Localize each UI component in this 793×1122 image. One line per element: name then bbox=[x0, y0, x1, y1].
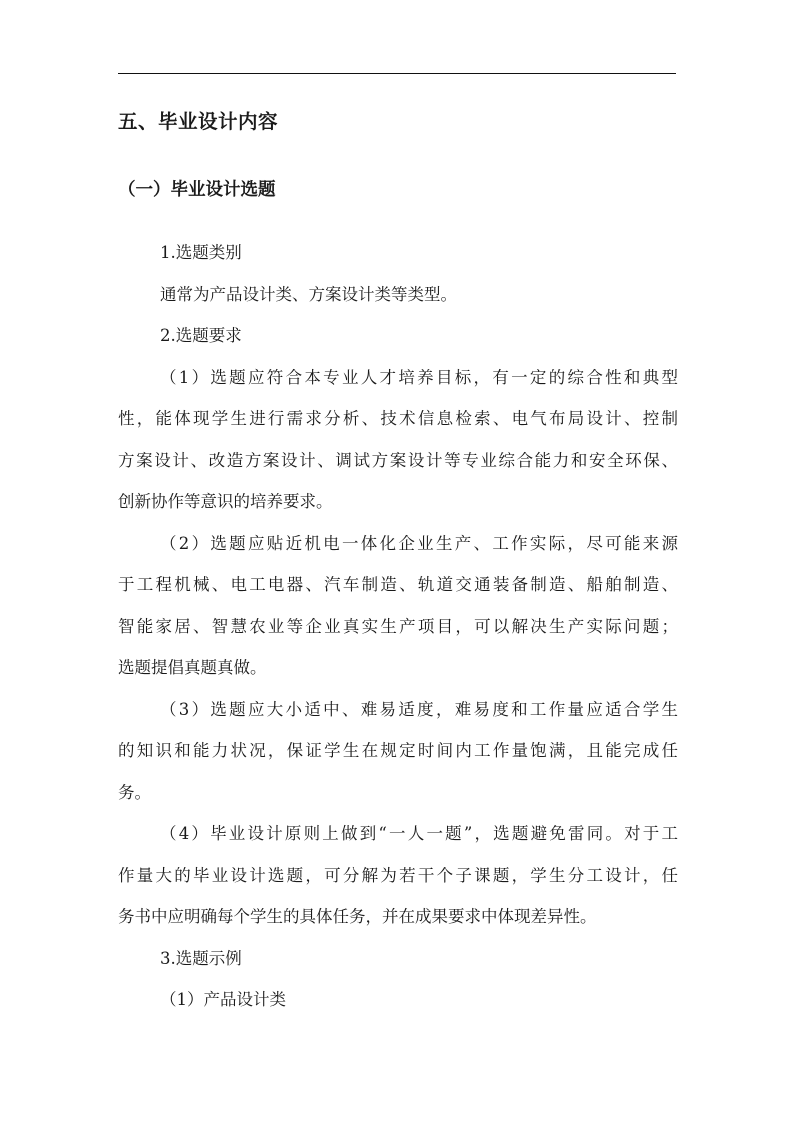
paragraph-line: 智能家居、智慧农业等企业真实生产项目，可以解决生产实际问题； bbox=[118, 617, 678, 636]
paragraph-line: 务书中应明确每个学生的具体任务，并在成果要求中体现差异性。 bbox=[118, 907, 597, 926]
paragraph-line: 性，能体现学生进行需求分析、技术信息检索、电气布局设计、控制 bbox=[118, 409, 678, 428]
paragraph-line: 创新协作等意识的培养要求。 bbox=[118, 492, 333, 511]
item-heading-product-design: （1）产品设计类 bbox=[160, 990, 286, 1009]
paragraph-line: 通常为产品设计类、方案设计类等类型。 bbox=[160, 285, 457, 304]
paragraph-line: （2）选题应贴近机电一体化企业生产、工作实际，尽可能来源 bbox=[160, 534, 678, 553]
header-rule bbox=[118, 73, 676, 74]
paragraph-line: 作量大的毕业设计选题，可分解为若干个子课题，学生分工设计，任 bbox=[118, 866, 678, 885]
paragraph-line: 务。 bbox=[118, 783, 151, 802]
item-heading-requirements: 2.选题要求 bbox=[160, 326, 242, 345]
paragraph-line: 的知识和能力状况，保证学生在规定时间内工作量饱满，且能完成任 bbox=[118, 741, 678, 760]
paragraph-line: 方案设计、改造方案设计、调试方案设计等专业综合能力和安全环保、 bbox=[118, 451, 678, 470]
subsection-heading: （一）毕业设计选题 bbox=[118, 180, 276, 200]
paragraph-line: 选题提倡真题真做。 bbox=[118, 658, 267, 677]
item-heading-examples: 3.选题示例 bbox=[160, 949, 242, 968]
paragraph-line: （4）毕业设计原则上做到“一人一题”，选题避免雷同。对于工 bbox=[160, 824, 678, 843]
section-heading: 五、毕业设计内容 bbox=[118, 110, 279, 133]
paragraph-line: （1）选题应符合本专业人才培养目标，有一定的综合性和典型 bbox=[160, 368, 678, 387]
paragraph-line: （3）选题应大小适中、难易适度，难易度和工作量应适合学生 bbox=[160, 700, 678, 719]
item-heading-category: 1.选题类别 bbox=[160, 243, 242, 262]
paragraph-line: 于工程机械、电工电器、汽车制造、轨道交通装备制造、船舶制造、 bbox=[118, 575, 678, 594]
